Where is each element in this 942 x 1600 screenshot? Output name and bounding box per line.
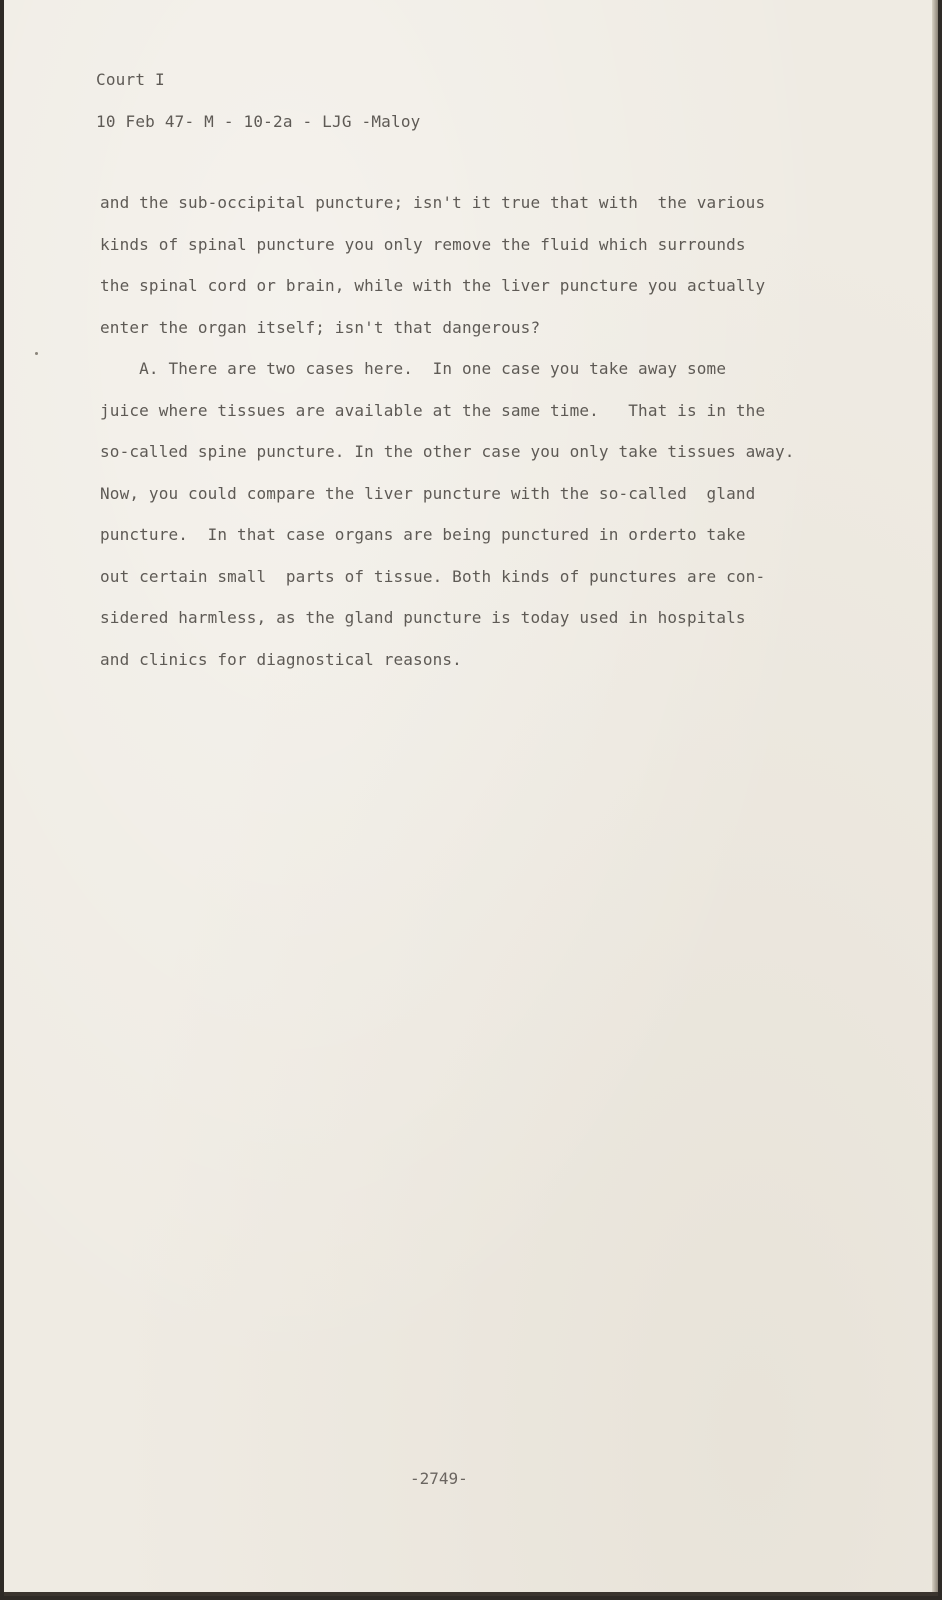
transcript-line: and the sub-occipital puncture; isn't it true that with the various: [100, 193, 766, 212]
transcript-line: kinds of spinal puncture you only remove the fluid which surrounds: [100, 234, 746, 254]
transcript-line: enter the organ itself; isn't that dangerous?: [100, 317, 541, 337]
transcript-line: juice where tissues are available at the same time. That is in the: [100, 400, 766, 420]
session-header: 10 Feb 47- M - 10-2a - LJG -Maloy: [96, 112, 421, 131]
paper-speck: [35, 352, 38, 355]
transcript-body: [100, 193, 920, 691]
transcript-line: sidered harmless, as the gland puncture is today used in hospitals: [100, 608, 746, 627]
transcript-line: so-called spine puncture. In the other case you only take tissues away.: [100, 442, 795, 461]
court-label: Court I: [96, 70, 165, 89]
transcript-line: and clinics for diagnostical reasons.: [100, 649, 462, 669]
transcript-line: puncture. In that case organs are being punctured in orderto take: [100, 525, 746, 544]
page-edge-shadow: [932, 0, 938, 1596]
transcript-line: Now, you could compare the liver puncture with the so-called gland: [100, 483, 756, 503]
page-number: -2749-: [410, 1469, 468, 1488]
transcript-line: out certain small parts of tissue. Both kinds of punctures are con-: [100, 566, 766, 586]
transcript-line: A. There are two cases here. In one case you take away some: [100, 359, 727, 378]
transcript-line: the spinal cord or brain, while with the liver puncture you actually: [100, 276, 766, 295]
document-page: [4, 0, 938, 1596]
page-bottom-edge: [4, 1592, 938, 1596]
